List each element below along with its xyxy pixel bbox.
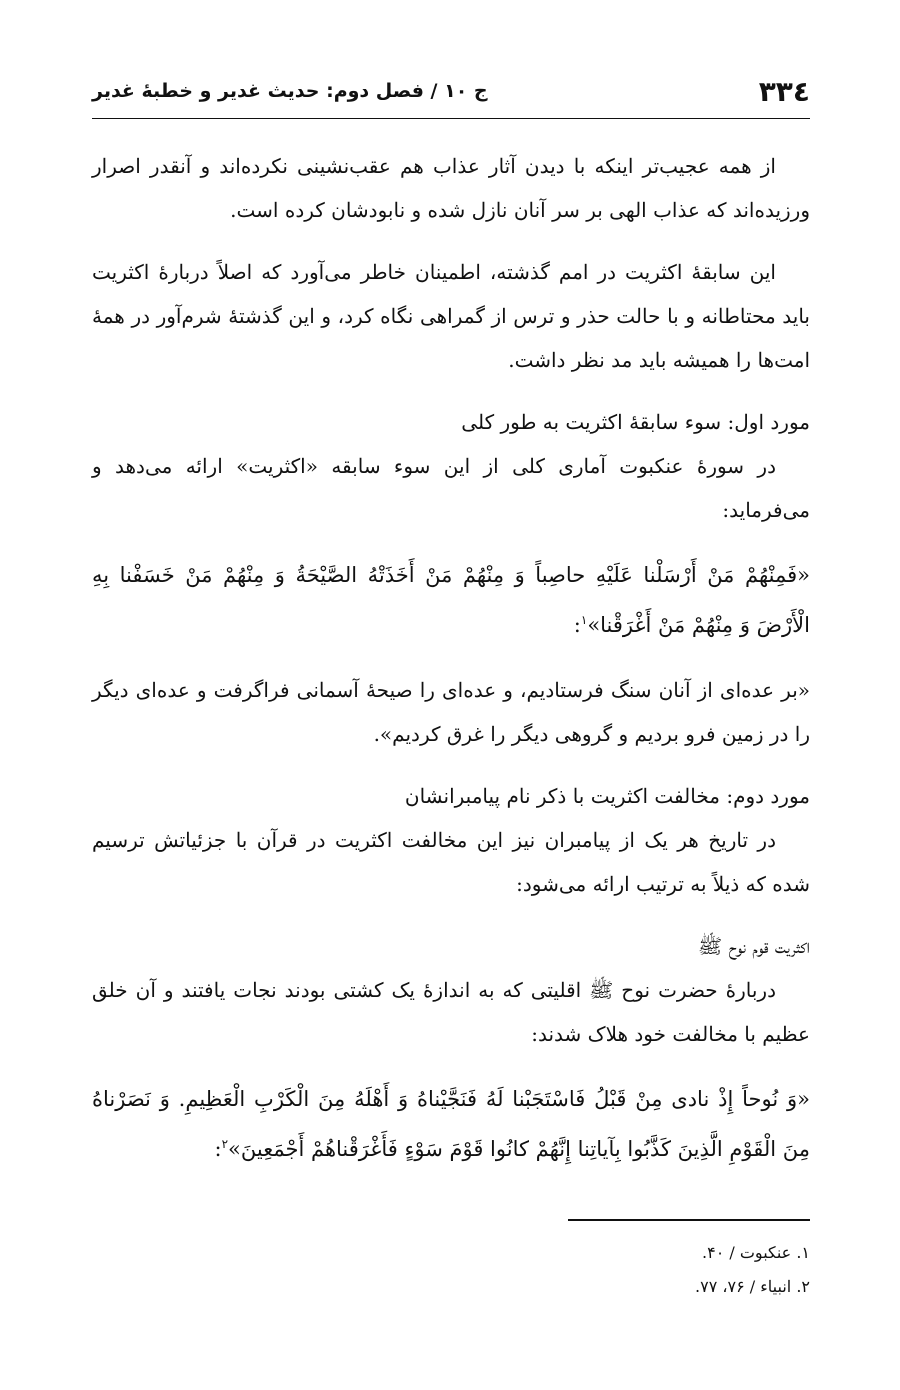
footnotes	[92, 1236, 810, 1304]
section-heading-1: مورد اول: سوء سابقهٔ اكثريت به طور كلى	[461, 410, 810, 434]
page-body	[92, 144, 810, 1174]
paragraph-2: اين سابقهٔ اكثريت در امم گذشته، اطمينان خاطر مى‌آورد كه اصلاً دربارهٔ اكثريت بايد محتاطانه و با حالت حذر و ترس از گمراهى نگاه كرد، و اين گذشتهٔ شرم‌آور در همهٔ امت‌ها را هميشه بايد مد نظر داشت.	[92, 260, 810, 372]
paragraph-6: دربارهٔ حضرت نوح ﷺ اقليتى كه به اندازهٔ يک كشتى بودند نجات يافتند و آن خلق عظيم با مخالفت خود هلاک شدند:	[92, 978, 810, 1046]
page-header	[92, 68, 810, 114]
quote-2-end: :	[214, 1137, 222, 1161]
quran-quote-1	[92, 550, 810, 650]
header-rule	[92, 118, 810, 119]
paragraph-5: در تاريخ هر يک از پيامبران نيز اين مخالفت اكثريت در قرآن با جزئياتش ترسيم شده كه ذيلاً به ترتيب ارائه مى‌شود:	[92, 828, 810, 896]
footnote-rule	[568, 1219, 810, 1221]
footnote-1: ۱. عنكبوت / ۴۰.	[702, 1243, 810, 1262]
quote-2-text: «وَ نُوحاً إِذْ نادى مِنْ قَبْلُ فَاسْتَجَبْنا لَهُ فَنَجَّيْناهُ وَ أَهْلَهُ مِنَ الْكَرْبِ الْعَظِيمِ. وَ نَصَرْناهُ مِنَ الْقَوْمِ الَّذِينَ كَذَّبُوا بِآياتِنا إِنَّهُمْ كانُوا قَوْمَ سَوْءٍ فَأَغْرَقْناهُمْ أَجْمَعِينَ»	[92, 1087, 810, 1161]
footnote-ref-2: ۲	[221, 1137, 229, 1151]
footnote-2: ۲. انبياء / ۷۶، ۷۷.	[695, 1277, 810, 1296]
page-number: ۳۳٤	[758, 74, 810, 108]
footnote-ref-1: ۱	[580, 613, 588, 627]
section-heading-3: اكثريت قوم نوح ﷺ	[698, 934, 810, 958]
running-title: ج ۱۰ / فصل دوم: حديث غدير و خطبهٔ غدير	[92, 80, 488, 102]
quote-1-text: «فَمِنْهُمْ مَنْ أَرْسَلْنا عَلَيْهِ حاصِباً وَ مِنْهُمْ مَنْ أَخَذَتْهُ الصَّيْحَةُ وَ مِنْهُمْ مَنْ خَسَفْنا بِهِ الْأَرْضَ وَ مِنْهُمْ مَنْ أَغْرَقْنا»	[92, 563, 810, 637]
paragraph-3: در سورهٔ عنكبوت آمارى كلى از اين سوء سابقه «اكثريت» ارائه مى‌دهد و مى‌فرمايد:	[92, 454, 810, 522]
paragraph-1: از همه عجيب‌تر اينكه با ديدن آثار عذاب هم عقب‌نشينى نكرده‌اند و آنقدر اصرار ورزيده‌اند كه عذاب الهى بر سر آنان نازل شده و نابودشان كرده است.	[92, 154, 810, 222]
section-heading-2: مورد دوم: مخالفت اكثريت با ذكر نام پيامبرانشان	[404, 784, 810, 808]
quote-1-end: :	[573, 613, 581, 637]
quran-quote-2	[92, 1074, 810, 1174]
translation-1: «بر عده‌اى از آنان سنگ فرستاديم، و عده‌اى را صيحهٔ آسمانى فراگرفت و عده‌اى ديگر را در زمين فرو برديم و گروهى ديگر را غرق كرديم».	[92, 678, 810, 746]
